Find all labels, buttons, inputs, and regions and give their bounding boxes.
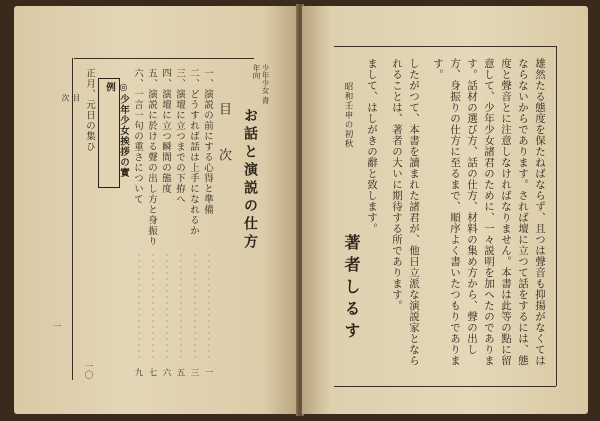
series-label: 少年少女 青年向 [252,64,270,104]
toc-entry-3[interactable]: 三、演壇に立つまでの下拵へ [174,68,185,205]
preface-top-rule [334,46,556,47]
toc-entry-1[interactable]: 一、演説の前にする心得と準備 [202,68,213,215]
toc-page-5: 七 [147,368,157,377]
toc-page-6: 九 [133,368,143,377]
section-entry-1-page: 一〇 [83,362,93,379]
toc-page-1: 一 [203,368,213,377]
preface-bottom-rule [334,386,556,387]
preface-right-rule [556,46,557,386]
preface-paragraph-2: したがつて、本書を讀まれた諸君が、他日立派な演説家となられることは、著者の大いに期待する所であります。 [391,58,420,366]
toc-heading: 目 次 [216,102,231,171]
preface-paragraph-1: 雄然たる態度を保たねばならず、且つは聲音も抑揚がなくてはならないからであります。されば壇に立つて話をするには、態度と聲音とに注意しなければなりません。本書は此等の點に留意して、少年少女諸君のために、一々説明を加へたのであります。話材の選び方、話の仕方、材料の集め方から、聲の出し方、身振りの仕方に至るまで、順序よく書いたつもりであります。 [432,58,546,366]
toc-left-rule [72,58,73,380]
toc-page-2: 三 [189,368,199,377]
toc-mini-heading: 目 次 [61,94,81,125]
toc-entry-5[interactable]: 五、演説に於ける聲の出し方と身振り [146,68,157,247]
right-page [302,6,588,414]
toc-page-4: 六 [161,368,171,377]
toc-leaders [132,252,212,362]
toc-entry-2[interactable]: 二、どうすれば話は上手になれるか [188,68,199,236]
toc-top-rule [74,58,254,59]
preface-paragraph-3: まして、はしがきの辭と致します。 [366,58,378,234]
author-signature: 著者しるす [342,234,361,344]
book-title: お話と演説の仕方 [242,108,258,252]
left-page-number: 一 [51,322,61,331]
toc-entry-4[interactable]: 四、演壇に立つ瞬間の態度 [160,68,171,194]
preface-date: 昭和壬申の初秋 [343,82,353,149]
section-title: ◎少年少女挨拶の實例 [104,82,129,178]
section-entry-1[interactable]: 正月、元日の集ひ [84,68,95,152]
toc-entry-6[interactable]: 六、一言一句の重さについて [132,68,143,205]
left-page [14,6,298,414]
toc-page-3: 五 [175,368,185,377]
